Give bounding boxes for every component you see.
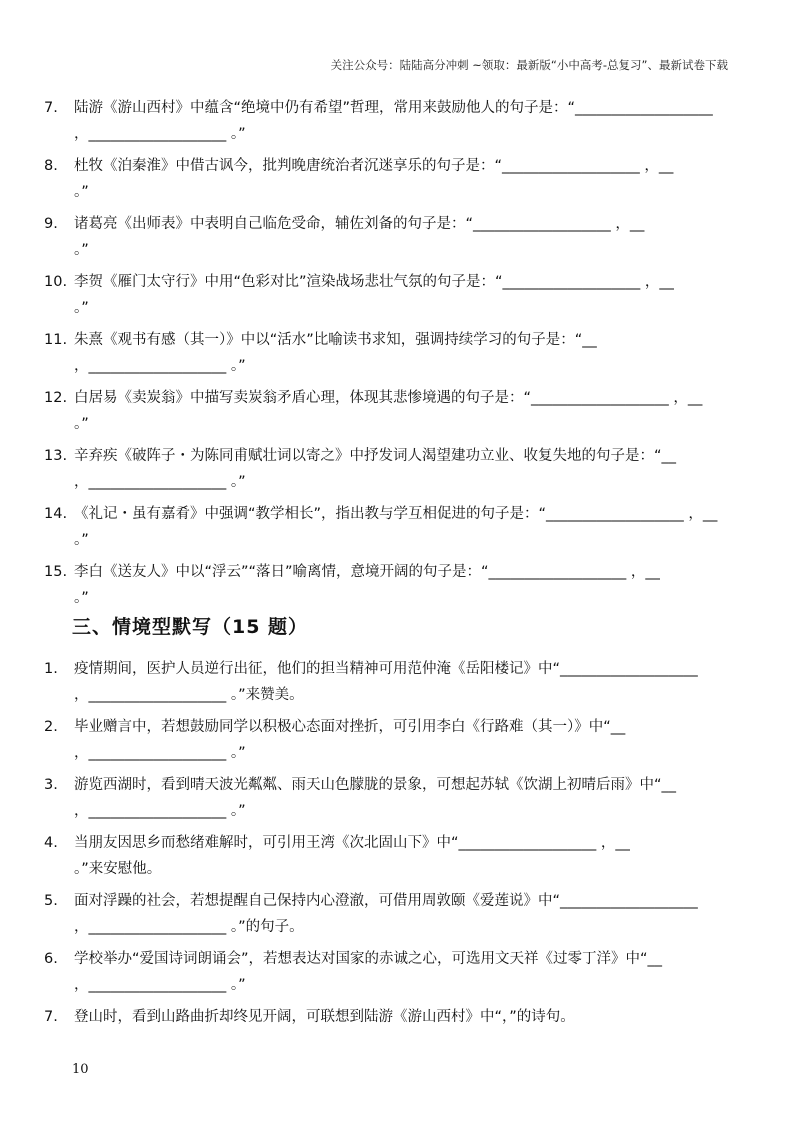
section-heading: 三、情境型默写（15 题） [72, 616, 309, 638]
question-number: 9. [44, 216, 58, 232]
question-text: 李贺《雁门太守行》中用“色彩对比”渲染战场悲壮气氛的句子是：“___________________ ，__ [74, 274, 674, 290]
question-number: 8. [44, 158, 58, 174]
question-number: 5. [44, 893, 58, 909]
question-text: 《礼记・虽有嘉肴》中强调“教学相长”，指出教与学互相促进的句子是：“___________________ ，__ [74, 506, 718, 522]
question-item [44, 772, 740, 824]
question-number: 10. [44, 274, 68, 290]
question-item [44, 153, 740, 205]
question-number: 13. [44, 448, 68, 464]
question-text: 游览西湖时，看到晴天波光粼粼、雨天山色朦胧的景象，可想起苏轼《饮湖上初晴后雨》中“__ [74, 777, 677, 793]
question-item [44, 559, 740, 611]
question-number: 6. [44, 951, 58, 967]
question-number: 15. [44, 564, 68, 580]
question-blank-line: ，___________________ 。” [74, 358, 246, 374]
question-number: 12. [44, 390, 68, 406]
question-item [44, 656, 740, 708]
question-blank-line: 。” [74, 242, 89, 258]
question-text: 杜牧《泊秦淮》中借古讽今，批判晚唐统治者沉迷享乐的句子是：“___________________ ，__ [74, 158, 674, 174]
question-item [44, 1004, 740, 1030]
question-number: 7. [44, 100, 58, 116]
question-item [44, 888, 740, 940]
question-blank-line: ，___________________ 。”的句子。 [74, 919, 304, 935]
question-item [44, 327, 740, 379]
question-text: 陆游《游山西村》中蕴含“绝境中仍有希望”哲理，常用来鼓励他人的句子是：“___________________ [74, 100, 713, 116]
question-item [44, 95, 740, 147]
question-number: 3. [44, 777, 58, 793]
question-blank-line: 。” [74, 532, 89, 548]
question-blank-line: 。” [74, 300, 89, 316]
question-number: 11. [44, 332, 68, 348]
fill-in-section-part2 [44, 95, 740, 617]
question-text: 面对浮躁的社会，若想提醒自己保持内心澄澈，可借用周敦颐《爱莲说》中“___________________ [74, 893, 698, 909]
question-text: 学校举办“爱国诗词朗诵会”，若想表达对国家的赤诚之心，可选用文天祥《过零丁洋》中“__ [74, 951, 663, 967]
question-item [44, 211, 740, 263]
question-text: 李白《送友人》中以“浮云”“落日”喻离情，意境开阔的句子是：“___________________ ，__ [74, 564, 660, 580]
question-item [44, 946, 740, 998]
question-blank-line: ，___________________ 。” [74, 126, 246, 142]
question-number: 4. [44, 835, 58, 851]
question-blank-line: ，___________________ 。” [74, 745, 246, 761]
question-text: 登山时，看到山路曲折却终见开阔，可联想到陆游《游山西村》中“，”的诗句。 [74, 1009, 575, 1025]
question-text: 诸葛亮《出师表》中表明自己临危受命，辅佐刘备的句子是：“___________________ ，__ [74, 216, 645, 232]
question-number: 14. [44, 506, 68, 522]
question-text: 白居易《卖炭翁》中描写卖炭翁矛盾心理，体现其悲惨境遇的句子是：“___________________ ，__ [74, 390, 703, 406]
question-blank-line: 。” [74, 590, 89, 606]
question-blank-line: 。”来安慰他。 [74, 861, 162, 877]
question-item [44, 830, 740, 882]
question-item [44, 714, 740, 766]
question-text: 辛弃疾《破阵子・为陈同甫赋壮词以寄之》中抒发词人渴望建功立业、收复失地的句子是：“__ [74, 448, 677, 464]
question-text: 疫情期间，医护人员逆行出征，他们的担当精神可用范仲淹《岳阳楼记》中“___________________ [74, 661, 698, 677]
question-blank-line: 。” [74, 416, 89, 432]
question-blank-line: ，___________________ 。” [74, 474, 246, 490]
question-blank-line: ，___________________ 。” [74, 803, 246, 819]
question-item [44, 443, 740, 495]
question-item [44, 385, 740, 437]
question-item [44, 501, 740, 553]
question-text: 毕业赠言中，若想鼓励同学以积极心态面对挫折，可引用李白《行路难（其一）》中“__ [74, 719, 626, 735]
page-number: 10 [72, 1062, 89, 1077]
question-number: 7. [44, 1009, 58, 1025]
question-item [44, 269, 740, 321]
question-text: 当朋友因思乡而愁绪难解时，可引用王湾《次北固山下》中“___________________ ，__ [74, 835, 630, 851]
question-number: 2. [44, 719, 58, 735]
question-number: 1. [44, 661, 58, 677]
question-blank-line: ，___________________ 。”来赞美。 [74, 687, 304, 703]
page-header: 关注公众号：陆陆高分冲刺 ~领取：最新版“小中高考-总复习”、最新试卷下载 [330, 58, 728, 72]
question-blank-line: ，___________________ 。” [74, 977, 246, 993]
fill-in-section-part3 [44, 656, 740, 1036]
question-text: 朱熹《观书有感（其一）》中以“活水”比喻读书求知，强调持续学习的句子是：“__ [74, 332, 597, 348]
question-blank-line: 。” [74, 184, 89, 200]
